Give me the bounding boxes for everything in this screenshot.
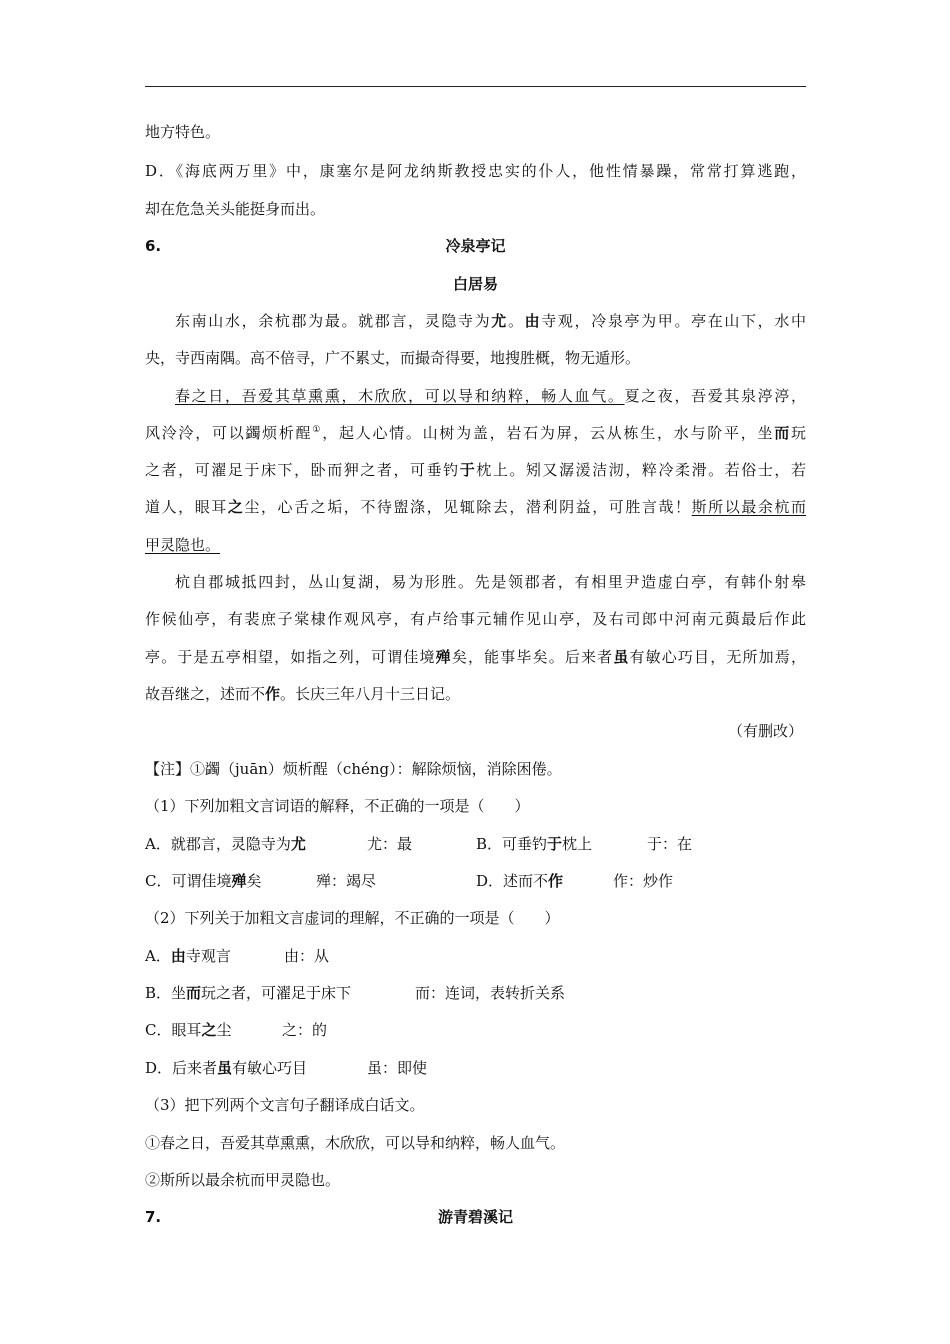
footnote-text: ①蠲（juān）烦析酲（chéng）：解除烦恼，消除困倦。 <box>190 760 562 778</box>
q6-title: 冷泉亭记 <box>445 237 506 255</box>
q7-title: 游青碧溪记 <box>437 1208 513 1226</box>
sub1-option-c[interactable]: C．可谓佳境殚矣 <box>145 872 262 890</box>
bold-word-zuo: 作 <box>265 685 281 703</box>
sub2-option-c[interactable]: C．眼耳之尘 <box>145 1021 232 1039</box>
bold-word-yu: 于 <box>459 461 477 479</box>
sub2-question: （2）下列关于加粗文言虚词的理解，不正确的一项是（ ） <box>145 909 560 927</box>
bold-word-er: 而 <box>774 424 791 442</box>
passage-p2-line1: 春之日，吾爱其草熏熏，木欣欣，可以导和纳粹，畅人血气。夏之夜，吾爱其泉渟渟， <box>175 387 806 405</box>
footnote-label: 【注】 <box>145 760 191 778</box>
passage-p1-line1: 东南山水，余杭郡为最。就郡言，灵隐寺为尤。由寺观，冷泉亭为甲。亭在山下，水中 <box>175 312 806 330</box>
header-rule <box>145 86 806 87</box>
underlined-sentence-2a: 斯所以最余杭而 <box>691 498 806 516</box>
passage-p2-line5 <box>145 533 806 557</box>
footnote-marker: ① <box>312 425 323 435</box>
bold-word-sui: 虽 <box>613 648 630 666</box>
sub2-option-c-gloss: 之：的 <box>282 1021 328 1039</box>
underlined-sentence-2b: 甲灵隐也。 <box>145 536 221 554</box>
sub1-option-d-gloss: 作：炒作 <box>613 872 674 890</box>
prev-option-d-line1: D．《海底两万里》中，康塞尔是阿龙纳斯教授忠实的仆人，他性情暴躁，常常打算逃跑， <box>145 162 806 180</box>
q6-header <box>145 234 806 258</box>
prev-text-line: 地方特色。 <box>145 123 221 141</box>
sub1-option-b[interactable]: B．可垂钓于枕上 <box>476 835 593 853</box>
passage-p2-line4: 道人，眼耳之尘，心舌之垢，不待盥涤，见辄除去，潜利阴益，可胜言哉！斯所以最余杭而 <box>145 498 806 516</box>
passage-p3-line2: 作候仙亭，有裴庶子棠棣作观风亭，有卢给事元辅作见山亭，及右司郎中河南元藇最后作此 <box>145 610 806 628</box>
sub3-sentence-1: ①春之日，吾爱其草熏熏，木欣欣，可以导和纳粹，畅人血气。 <box>145 1134 566 1152</box>
sub2-option-b-gloss: 而：连词，表转折关系 <box>415 984 566 1002</box>
sub3-question: （3）把下列两个文言句子翻译成白话文。 <box>145 1096 425 1114</box>
sub1-option-d[interactable]: D．述而不作 <box>476 872 564 890</box>
source-note: （有删改） <box>727 722 803 740</box>
passage-p2-line2: 风泠泠，可以蠲烦析酲①，起人心情。山树为盖，岩石为屏，云从栋生，水与阶平，坐而玩 <box>145 424 806 442</box>
sub2-option-d[interactable]: D．后来者虽有敏心巧目 <box>145 1059 308 1077</box>
sub3-sentence-2: ②斯所以最余杭而甲灵隐也。 <box>145 1171 341 1189</box>
passage-p3-line4: 故吾继之，述而不作。长庆三年八月十三日记。 <box>145 685 461 703</box>
bold-word-you-from: 由 <box>524 312 542 330</box>
passage-p3-line1: 杭自郡城抵四封，丛山复湖，易为形胜。先是领郡者，有相里尹造虚白亭，有韩仆射皋 <box>175 573 806 591</box>
q6-author: 白居易 <box>452 275 498 293</box>
sub1-option-b-gloss: 于：在 <box>647 835 693 853</box>
sub1-option-c-gloss: 殚：竭尽 <box>316 872 377 890</box>
passage-p3-line3: 亭。于是五亭相望，如指之列，可谓佳境殚矣，能事毕矣。后来者虽有敏心巧目，无所加焉， <box>145 648 806 666</box>
passage-p1-line2: 央，寺西南隅。高不倍寻，广不累丈，而撮奇得要，地搜胜概，物无遁形。 <box>145 349 641 367</box>
sub2-option-b[interactable]: B．坐而玩之者，可濯足于床下 <box>145 984 352 1002</box>
footnote <box>145 757 806 781</box>
bold-word-you: 尤 <box>491 312 508 330</box>
sub2-option-d-gloss: 虽：即使 <box>367 1059 428 1077</box>
sub1-option-a-gloss: 尤：最 <box>367 835 413 853</box>
q6-number: 6. <box>145 237 162 255</box>
passage-p2-line3: 之者，可濯足于床下，卧而狎之者，可垂钓于枕上。矧又潺湲洁沏，粹冷柔滑。若俗士，若 <box>145 461 806 479</box>
bold-word-zhi: 之 <box>227 498 245 516</box>
sub1-question: （1）下列加粗文言词语的解释，不正确的一项是（ ） <box>145 797 530 815</box>
underlined-sentence-1: 春之日，吾爱其草熏熏，木欣欣，可以导和纳粹，畅人血气。 <box>175 387 625 405</box>
prev-option-d-line2: 却在危急关头能挺身而出。 <box>145 200 326 218</box>
sub1-option-a[interactable]: A．就郡言，灵隐寺为尤 <box>145 835 306 853</box>
sub2-option-a[interactable]: A．由寺观言 <box>145 947 231 965</box>
q7-header <box>145 1205 806 1229</box>
sub2-option-a-gloss: 由：从 <box>284 947 330 965</box>
q7-number: 7. <box>145 1208 162 1226</box>
bold-word-dan: 殚 <box>435 648 452 666</box>
